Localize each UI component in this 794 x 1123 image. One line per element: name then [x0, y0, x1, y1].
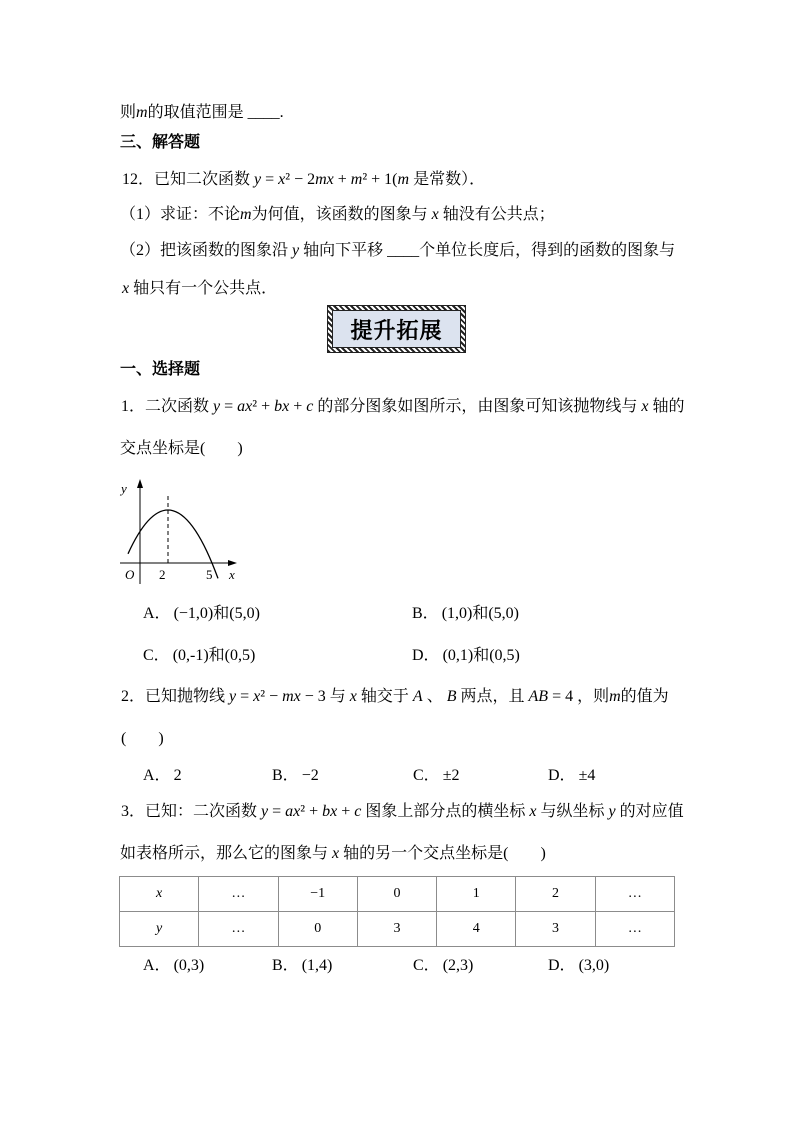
origin-label: O	[125, 567, 135, 582]
math-variable: x	[282, 398, 290, 415]
option-text: (−1,0)和(5,0)	[173, 605, 260, 622]
option-text: (2,3)	[442, 957, 474, 974]
q1-stem-line2: 交点坐标是( )	[120, 440, 243, 457]
math-variable: x	[332, 845, 340, 862]
q3-option-d	[548, 956, 609, 976]
q1-stem-line1: 1．二次函数 y = ax² + bx + c 的部分图象如图所示，由图象可知该抛物线与 x 轴的	[121, 398, 685, 415]
math-variable: x	[245, 398, 253, 415]
table-cell: −1	[278, 877, 357, 912]
option-text: −2	[301, 767, 319, 784]
table-cell: 4	[437, 912, 516, 947]
q12-stem: 12．已知二次函数 y = x² − 2mx + m² + 1(m 是常数）．	[122, 171, 486, 188]
q2-option-b	[272, 766, 319, 786]
math-variable: x	[122, 280, 130, 297]
option-label: A．	[143, 767, 171, 784]
option-label: D．	[548, 767, 576, 784]
math-variable: x	[330, 803, 338, 820]
option-label: D．	[412, 647, 440, 664]
parabola-curve	[128, 510, 218, 578]
option-text: (1,4)	[301, 957, 333, 974]
math-variable: c	[354, 803, 362, 820]
q2-option-a	[143, 766, 182, 786]
math-variable: x	[253, 688, 261, 705]
tick-label-vertex-x: 2	[159, 567, 166, 582]
math-variable: x	[293, 803, 301, 820]
option-label: C．	[413, 767, 440, 784]
option-text: (3,0)	[578, 957, 610, 974]
q1-option-b	[412, 604, 519, 624]
option-label: C．	[143, 647, 170, 664]
table-cell	[120, 877, 199, 912]
option-label: A．	[143, 957, 171, 974]
table-cell: …	[595, 877, 674, 912]
math-variable: m	[240, 206, 252, 223]
q3-option-c	[413, 956, 473, 976]
q3-value-table	[119, 876, 675, 947]
table-row-x	[120, 877, 675, 912]
math-variable: x	[278, 171, 286, 188]
q12-part2-line1: （2）把该函数的图象沿 y 轴向下平移 ____个单位长度后，得到的函数的图象与	[120, 242, 676, 259]
option-text: 2	[173, 767, 182, 784]
table-cell: …	[595, 912, 674, 947]
prev-question-tail-line: 则m的取值范围是 ____.	[120, 104, 284, 121]
banner-title: 提升拓展	[332, 310, 461, 348]
option-label: D．	[548, 957, 576, 974]
math-variable: y	[254, 171, 262, 188]
math-variable: A	[412, 688, 423, 705]
q1-option-d	[412, 646, 520, 666]
table-cell: 3	[357, 912, 436, 947]
math-variable: m	[282, 688, 294, 705]
option-text: (0,-1)和(0,5)	[172, 647, 256, 664]
math-variable: x	[156, 886, 163, 901]
math-variable: c	[306, 398, 314, 415]
option-text: (0,1)和(0,5)	[442, 647, 520, 664]
math-variable: x	[326, 171, 334, 188]
y-axis-arrow	[137, 479, 143, 488]
math-variable: y	[608, 803, 616, 820]
math-variable: a	[285, 803, 294, 820]
table-row-y	[120, 912, 675, 947]
math-variable: m	[609, 688, 621, 705]
q3-stem-line2: 如表格所示，那么它的图象与 x 轴的另一个交点坐标是( )	[120, 845, 546, 862]
option-label: B．	[412, 605, 439, 622]
q12-part1: （1）求证：不论m为何值，该函数的图象与 x 轴没有公共点；	[120, 206, 555, 223]
section-heading-choice: 一、选择题	[120, 361, 201, 378]
math-variable: B	[538, 688, 549, 705]
math-variable: B	[446, 688, 457, 705]
q2-option-d	[548, 766, 595, 786]
q1-parabola-figure	[110, 470, 250, 590]
math-variable: m	[350, 171, 363, 188]
math-variable: y	[261, 803, 269, 820]
y-axis-label: y	[121, 481, 127, 496]
math-variable: b	[274, 398, 283, 415]
q3-option-b	[272, 956, 332, 976]
section-banner	[327, 305, 466, 353]
option-text: (0,3)	[173, 957, 205, 974]
table-cell	[120, 912, 199, 947]
table-cell: 0	[357, 877, 436, 912]
option-text: ±4	[578, 767, 596, 784]
q2-stem-line1: 2．已知抛物线 y = x² − mx − 3 与 x 轴交于 A 、 B 两点，且 AB = 4 ，则m的值为	[121, 688, 669, 705]
math-variable: y	[156, 921, 163, 936]
q3-stem-line1: 3．已知：二次函数 y = ax² + bx + c 图象上部分点的横坐标 x 与纵坐标 y 的对应值	[121, 803, 684, 820]
math-variable: m	[315, 171, 327, 188]
table-cell: 1	[437, 877, 516, 912]
option-label: B．	[272, 767, 299, 784]
math-variable: x	[529, 803, 537, 820]
option-label: C．	[413, 957, 440, 974]
table-cell: …	[199, 877, 278, 912]
math-variable: x	[431, 206, 439, 223]
q1-option-c	[143, 646, 255, 666]
tick-label-root: 5	[206, 567, 213, 582]
option-label: A．	[143, 605, 171, 622]
q3-option-a	[143, 956, 204, 976]
q2-option-c	[413, 766, 459, 786]
math-variable: b	[322, 803, 331, 820]
x-axis-arrow	[228, 560, 237, 566]
math-variable: x	[293, 688, 301, 705]
table-cell: 0	[278, 912, 357, 947]
q12-part2-line2: x 轴只有一个公共点．	[122, 280, 278, 297]
option-label: B．	[272, 957, 299, 974]
q1-option-a	[143, 604, 260, 624]
math-variable: x	[641, 398, 649, 415]
q2-stem-line2: ( )	[121, 730, 164, 747]
math-variable: A	[528, 688, 539, 705]
math-variable: x	[349, 688, 357, 705]
math-variable: m	[136, 104, 148, 121]
math-variable: y	[229, 688, 237, 705]
math-variable: m	[397, 171, 410, 188]
option-text: ±2	[442, 767, 460, 784]
x-axis-label: x	[229, 567, 235, 582]
math-variable: y	[292, 242, 300, 259]
math-variable: y	[213, 398, 221, 415]
table-cell: 2	[516, 877, 595, 912]
math-variable: a	[237, 398, 246, 415]
section-heading-solve: 三、解答题	[120, 134, 201, 151]
table-cell: …	[199, 912, 278, 947]
option-text: (1,0)和(5,0)	[441, 605, 520, 622]
table-cell: 3	[516, 912, 595, 947]
